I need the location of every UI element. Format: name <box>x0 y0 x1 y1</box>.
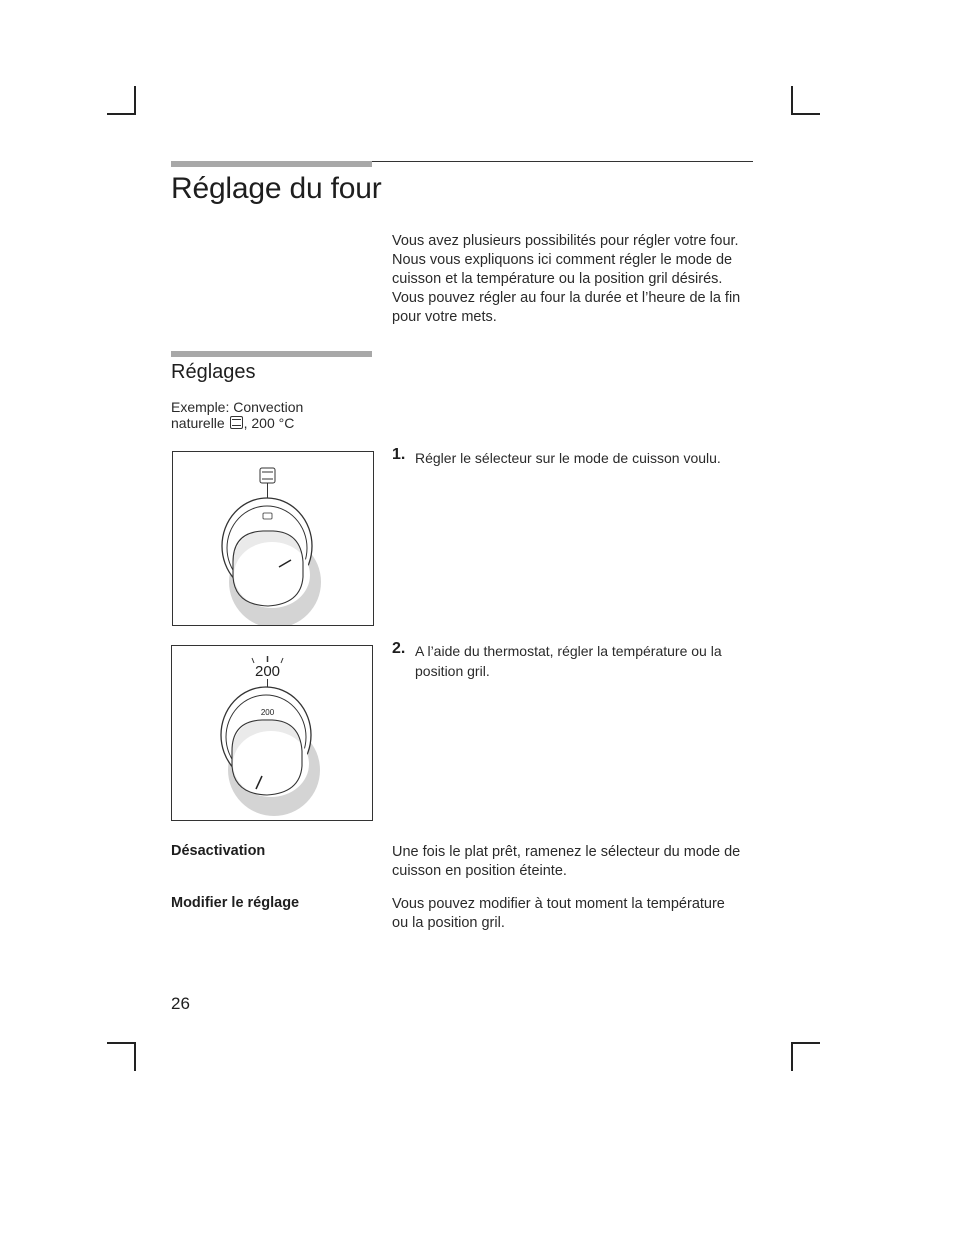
step-text-line: Régler le sélecteur sur le mode de cuisson voulu. <box>415 450 721 466</box>
modify-line: ou la position gril. <box>392 915 505 931</box>
page-title: Réglage du four <box>171 172 382 205</box>
step-text <box>415 448 760 468</box>
intro-line: Vous pouvez régler au four la durée et l’heure de la fin <box>392 290 741 306</box>
intro-line: pour votre mets. <box>392 309 497 325</box>
step-number: 2. <box>392 640 406 657</box>
example-line-2: naturelle , 200 °C <box>171 414 295 431</box>
step-number: 1. <box>392 446 406 463</box>
crop-mark-bottom-left-v <box>134 1042 136 1071</box>
section-heading: Réglages <box>171 361 256 383</box>
crop-mark-top-right-v <box>791 86 793 115</box>
temperature-label-small: 200 <box>260 708 275 717</box>
example-note <box>171 400 371 431</box>
crop-mark-bottom-right-h <box>791 1042 820 1044</box>
modify-line: Vous pouvez modifier à tout moment la température <box>392 896 725 912</box>
top-bottom-heat-icon <box>230 416 243 429</box>
deactivation-text <box>392 843 762 881</box>
modify-label: Modifier le réglage <box>171 895 300 911</box>
example-line-1: Exemple: Convection <box>171 399 304 415</box>
intro-line: cuisson et la température ou la position gril désirés. <box>392 271 723 287</box>
title-rule-accent <box>171 161 372 167</box>
temperature-label-large: 200 <box>254 663 281 680</box>
thermostat-knob-illustration <box>172 646 372 820</box>
step-text-line: position gril. <box>415 663 490 679</box>
figure-mode-selector <box>172 451 374 626</box>
crop-mark-bottom-right-v <box>791 1042 793 1071</box>
deactivation-label: Désactivation <box>171 843 266 859</box>
deactivation-line: Une fois le plat prêt, ramenez le sélecteur du mode de <box>392 844 741 860</box>
step-text <box>415 641 760 681</box>
title-rule-line <box>372 161 753 162</box>
crop-mark-top-left-v <box>134 86 136 115</box>
crop-mark-top-left-h <box>107 113 136 115</box>
crop-mark-bottom-left-h <box>107 1042 136 1044</box>
deactivation-line: cuisson en position éteinte. <box>392 863 567 879</box>
section-rule <box>171 351 372 357</box>
mode-selector-knob-illustration <box>173 452 373 625</box>
modify-text <box>392 895 762 933</box>
crop-mark-top-right-h <box>791 113 820 115</box>
intro-paragraph <box>392 232 757 327</box>
page-number: 26 <box>171 994 190 1013</box>
step-text-line: A l’aide du thermostat, régler la température ou la <box>415 643 722 659</box>
intro-line: Vous avez plusieurs possibilités pour régler votre four. <box>392 233 739 249</box>
figure-thermostat <box>171 645 373 821</box>
intro-line: Nous vous expliquons ici comment régler le mode de <box>392 252 733 268</box>
